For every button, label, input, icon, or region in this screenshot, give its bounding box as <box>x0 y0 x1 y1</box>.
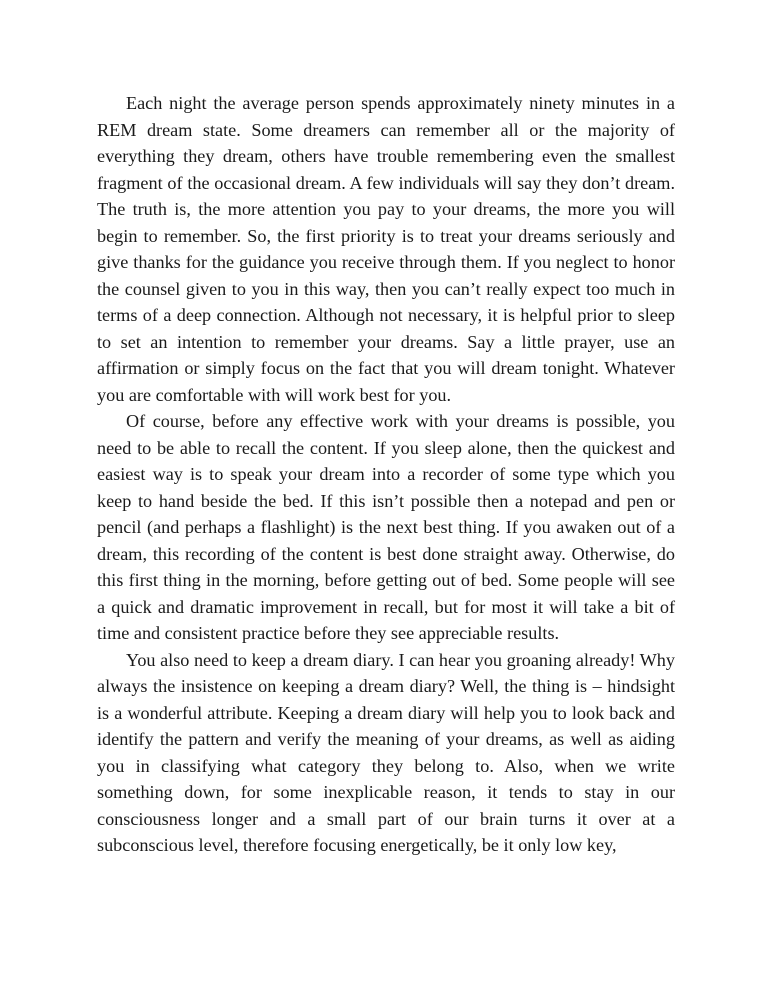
paragraph-1: Each night the average person spends approximately ninety minutes in a REM dream state. Some dreamers can remember all or the majority of everything they dream, others have trouble remembering even the smallest fragment of the occasional dream. A few individuals will say they don’t dream. The truth is, the more attention you pay to your dreams, the more you will begin to remember. So, the first priority is to treat your dreams seriously and give thanks for the guidance you receive through them. If you neglect to honor the counsel given to you in this way, then you can’t really expect too much in terms of a deep connection. Although not necessary, it is helpful prior to sleep to set an intention to remember your dreams. Say a little prayer, use an affirmation or simply focus on the fact that you will dream tonight. Whatever you are comfortable with will work best for you. <box>97 93 675 405</box>
paragraph-3: You also need to keep a dream diary. I can hear you groaning already! Why always the insistence on keeping a dream diary? Well, the thing is – hindsight is a wonderful attribute. Keeping a dream diary will help you to look back and identify the pattern and verify the meaning of your dreams, as well as aiding you in classifying what category they belong to. Also, when we write something down, for some inexplicable reason, it tends to stay in our consciousness longer and a small part of our brain turns it over at a subconscious level, therefore focusing energetically, be it only low key, <box>97 649 675 855</box>
body-text <box>97 90 675 859</box>
paragraph-2: Of course, before any effective work with your dreams is possible, you need to be able to recall the content. If you sleep alone, then the quickest and easiest way is to speak your dream into a recorder of some type which you keep to hand beside the bed. If this isn’t possible then a notepad and pen or pencil (and perhaps a flashlight) is the next best thing. If you awaken out of a dream, this recording of the content is best done straight away. Otherwise, do this first thing in the morning, before getting out of bed. Some people will see a quick and dramatic improvement in recall, but for most it will take a bit of time and consistent practice before they see appreciable results. <box>97 411 675 643</box>
